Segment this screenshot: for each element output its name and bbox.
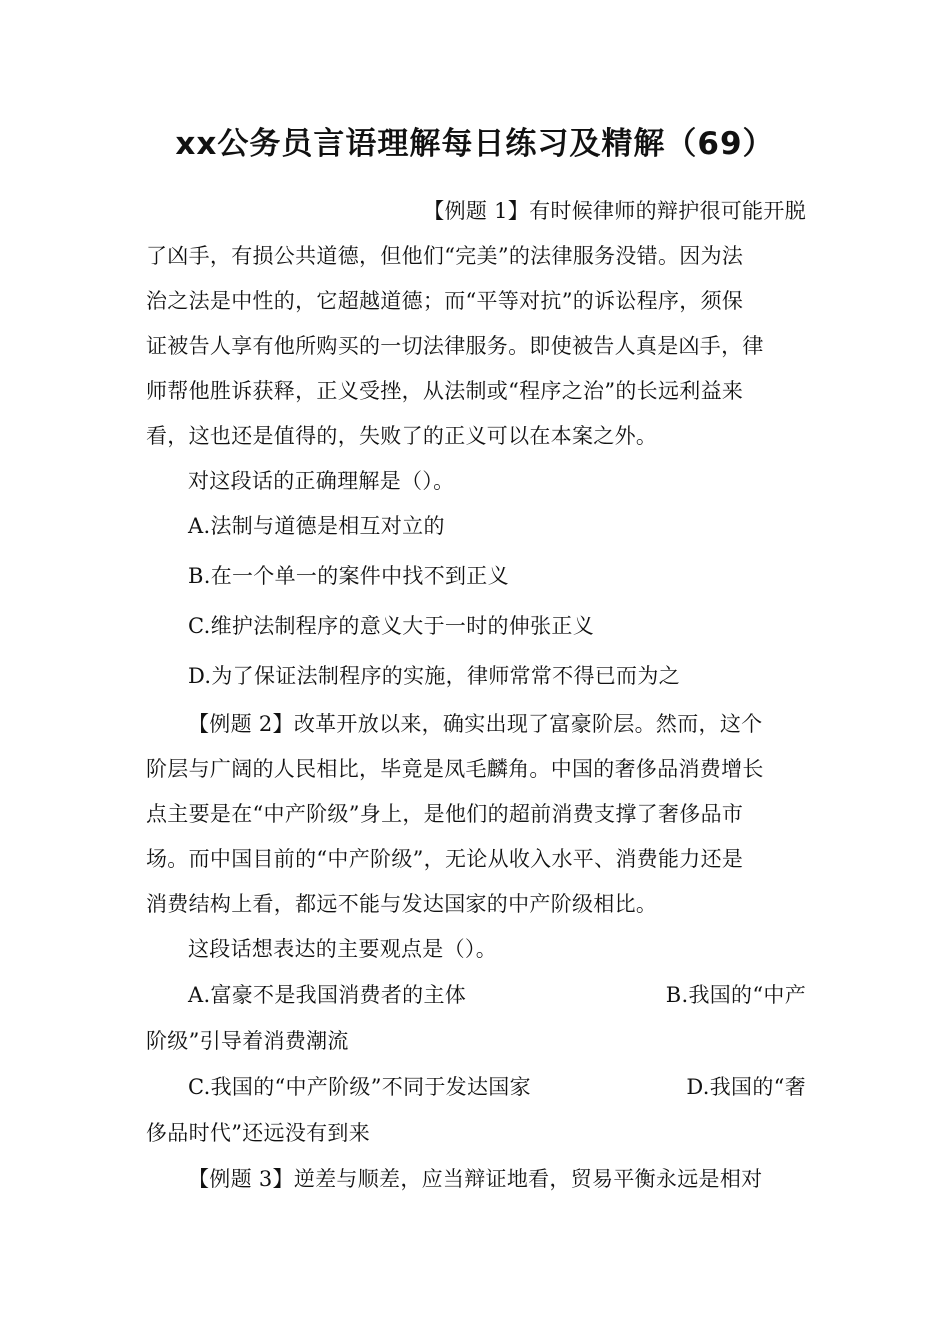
q1-option-c: C.维护法制程序的意义大于一时的伸张正义 [188, 614, 594, 638]
q1-line-3: 治之法是中性的，它超越道德；而“平等对抗”的诉讼程序，须保 [146, 289, 744, 313]
q2-option-b-start: B.我国的“中产 [665, 983, 806, 1007]
q2-line-1: 【例题 2】改革开放以来，确实出现了富豪阶层。然而，这个 [188, 712, 763, 736]
q2-options-row-1 [188, 980, 806, 1010]
q2-line-3: 点主要是在“中产阶级”身上，是他们的超前消费支撑了奢侈品市 [146, 802, 744, 826]
q1-option-b: B.在一个单一的案件中找不到正义 [188, 564, 509, 588]
q2-option-d-end: 侈品时代”还远没有到来 [146, 1121, 371, 1145]
page-title: xx公务员言语理解每日练习及精解（69） [175, 126, 775, 162]
q2-option-d-start: D.我国的“奢 [686, 1075, 806, 1099]
q3-line-1: 【例题 3】逆差与顺差，应当辩证地看，贸易平衡永远是相对 [188, 1167, 763, 1191]
q1-line-1: 【例题 1】有时候律师的辩护很可能开脱 [423, 199, 806, 223]
q1-line-2: 了凶手，有损公共道德，但他们“完美”的法律服务没错。因为法 [146, 244, 744, 268]
q2-option-c: C.我国的“中产阶级”不同于发达国家 [188, 1075, 531, 1099]
q1-line-4: 证被告人享有他所购买的一切法律服务。即使被告人真是凶手，律 [146, 334, 764, 358]
q1-line-6: 看，这也还是值得的，失败了的正义可以在本案之外。 [146, 424, 658, 448]
q2-option-a: A.富豪不是我国消费者的主体 [188, 983, 467, 1007]
q2-options-row-2 [188, 1072, 806, 1102]
q2-option-b-end: 阶级”引导着消费潮流 [146, 1029, 349, 1053]
q1-option-d: D.为了保证法制程序的实施，律师常常不得已而为之 [188, 664, 680, 688]
q1-question: 对这段话的正确理解是（）。 [188, 469, 455, 493]
q2-question: 这段话想表达的主要观点是（）。 [188, 937, 497, 961]
q2-line-2: 阶层与广阔的人民相比，毕竟是凤毛麟角。中国的奢侈品消费增长 [146, 757, 764, 781]
q2-line-4: 场。而中国目前的“中产阶级”，无论从收入水平、消费能力还是 [146, 847, 744, 871]
q1-line-5: 师帮他胜诉获释，正义受挫，从法制或“程序之治”的长远利益来 [146, 379, 744, 403]
q1-option-a: A.法制与道德是相互对立的 [188, 514, 445, 538]
q2-line-5: 消费结构上看，都远不能与发达国家的中产阶级相比。 [146, 892, 658, 916]
